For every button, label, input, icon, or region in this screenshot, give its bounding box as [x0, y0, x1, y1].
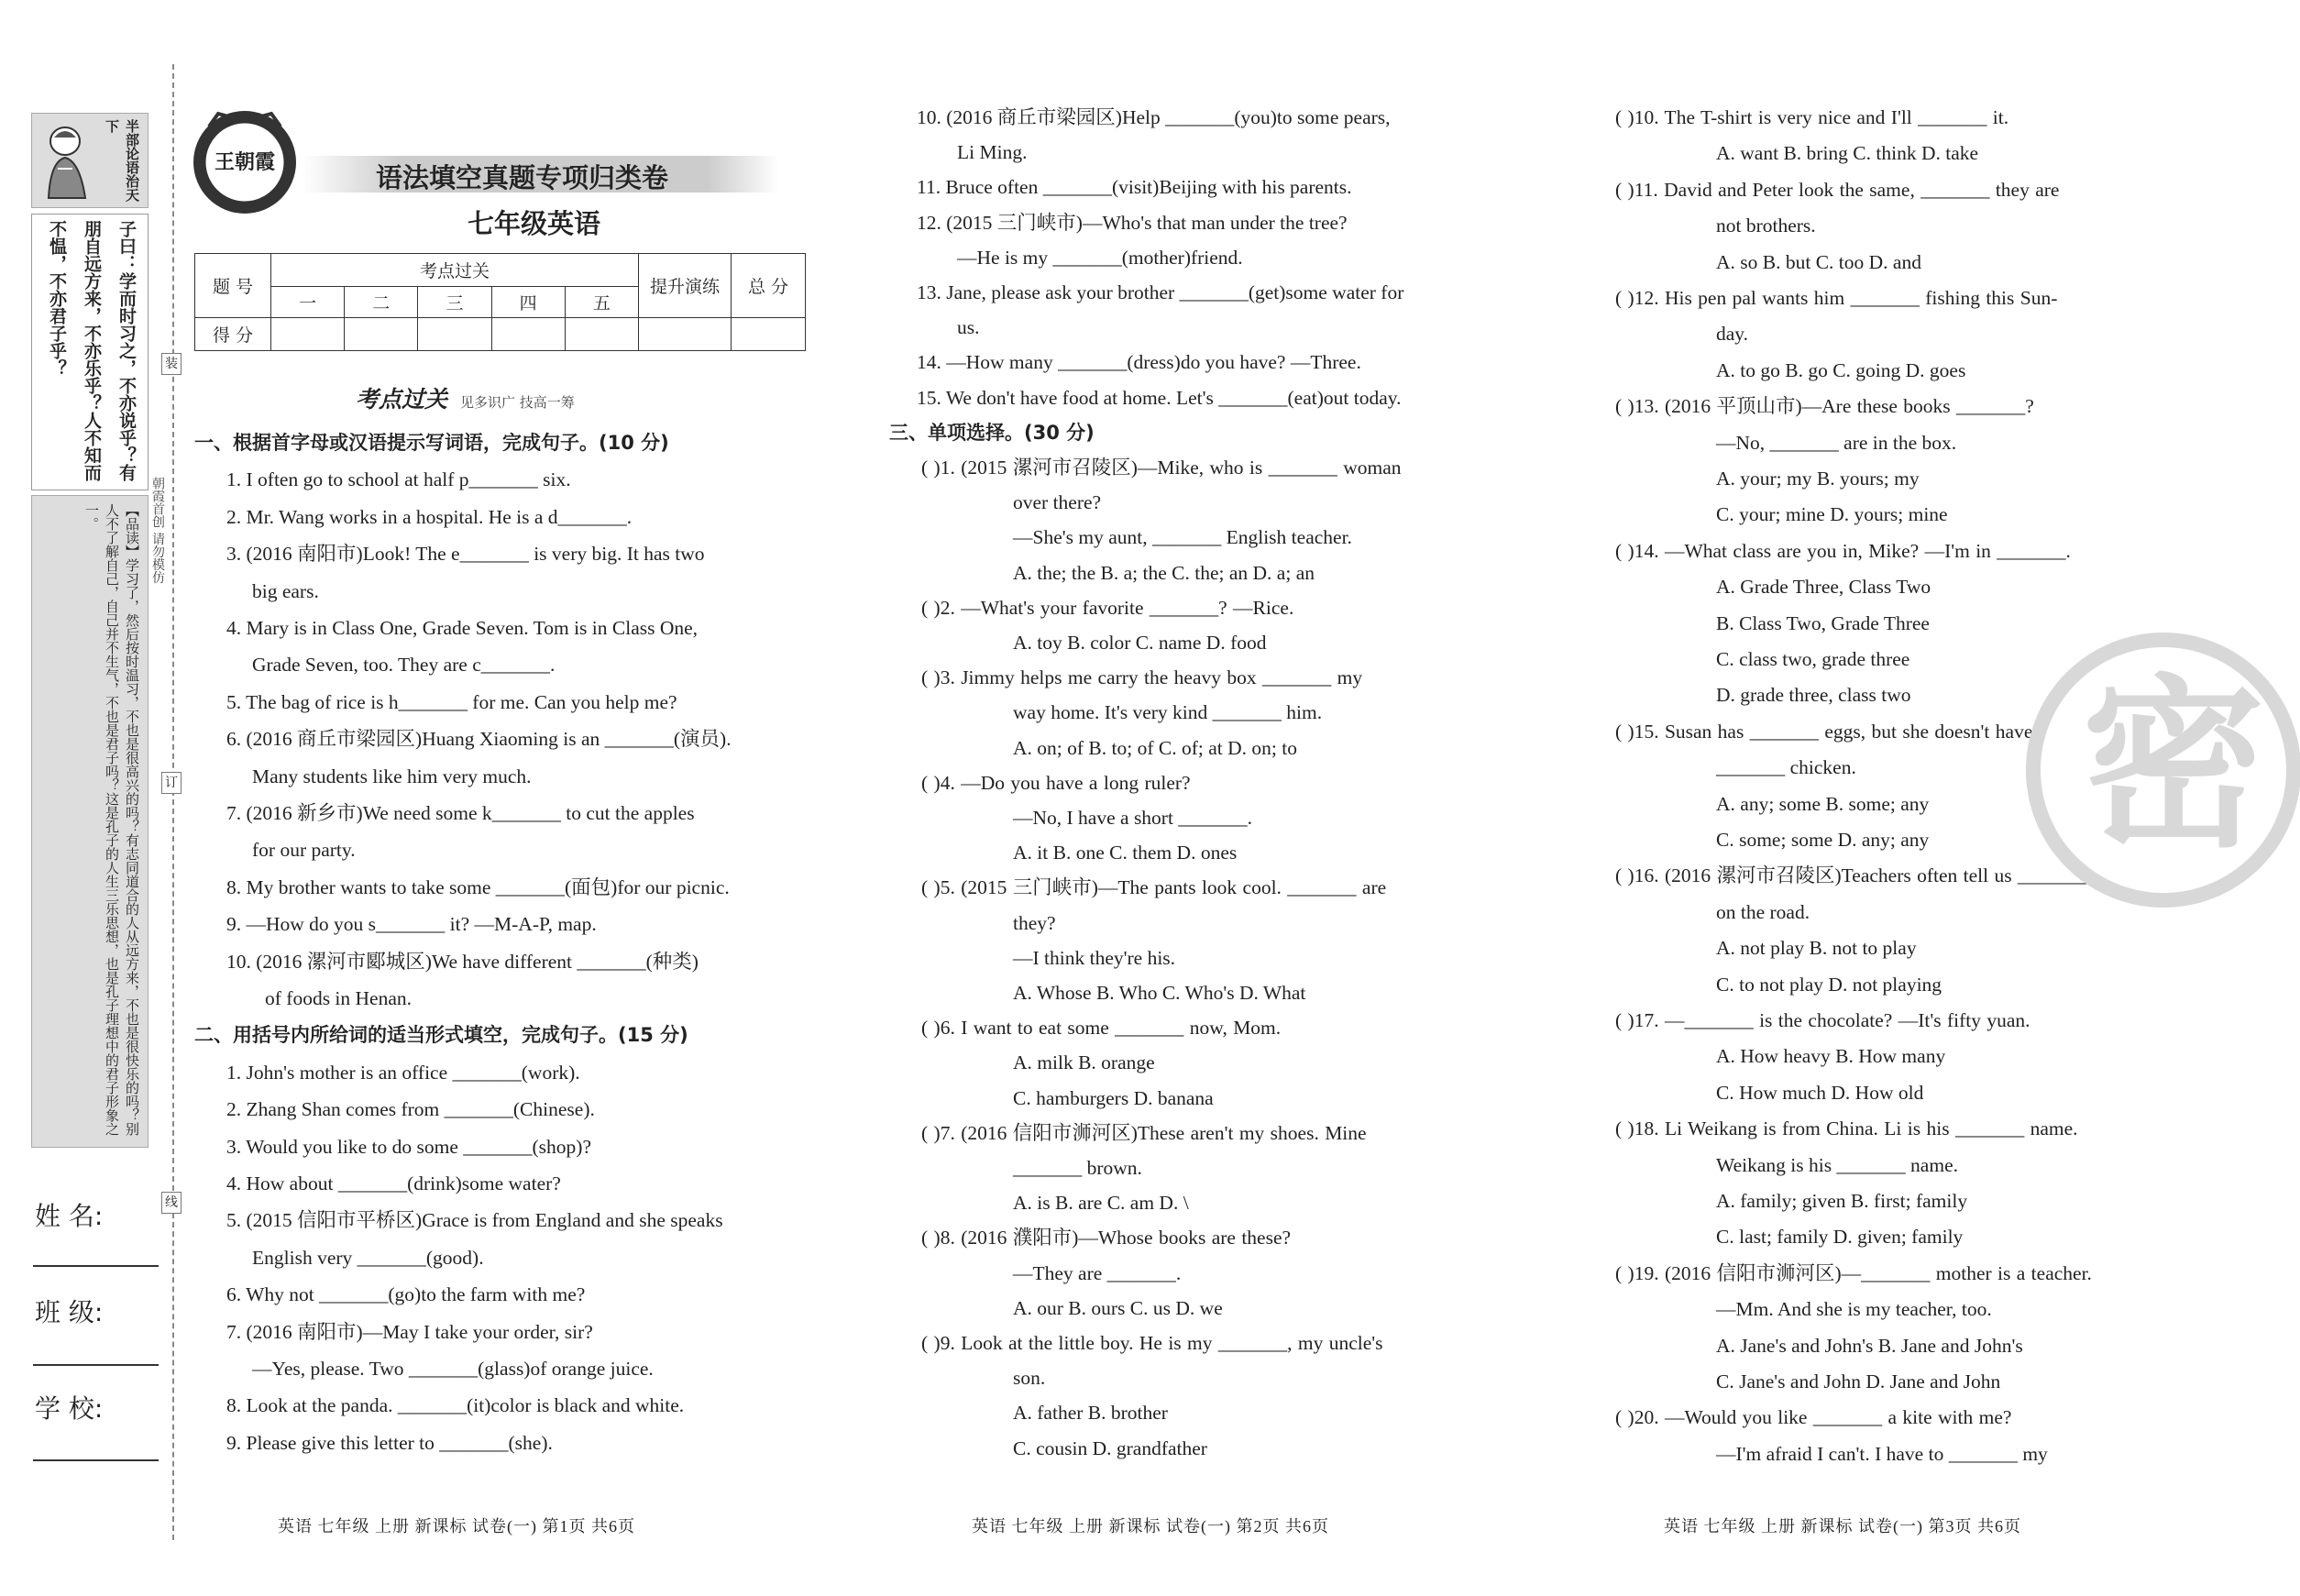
question-line: ( )9. Look at the little boy. He is my _______, my uncle's — [921, 1332, 1383, 1354]
score-sub: 三 — [418, 287, 491, 318]
class-field[interactable] — [33, 1364, 159, 1366]
original-notice: 朝霞首创 请勿模仿 — [150, 477, 165, 584]
question-line: ( )18. Li Weikang is from China. Li is his _______ name. — [1615, 1117, 2078, 1139]
question-text: A. any; some B. some; any — [1716, 793, 1930, 815]
question-text: 7. (2016 南阳市)—May I take your order, sir? — [226, 1321, 593, 1343]
commentary-text: 【品读】学习了，然后按时温习，不也是很高兴的吗？有志同道合的人从远方来，不也是很快乐的吗？别人不了解自己，自己并不生气，不也是君子吗？这是孔子的人生三乐思想，也是孔子理想中的君子形象之一。 — [83, 503, 140, 1136]
question-text: of foods in Henan. — [265, 987, 413, 1009]
question-text: A. father B. brother — [1013, 1402, 1168, 1424]
question-text: 7. (2016 新乡市)We need some k_______ to cut the apples — [226, 802, 695, 824]
quote-box — [31, 214, 149, 490]
fold-mark: 线 — [161, 1192, 182, 1214]
question-text: 6. (2016 商丘市梁园区)Huang Xiaoming is an _______(演员). — [226, 728, 732, 750]
question-text: A. family; given B. first; family — [1716, 1190, 1968, 1212]
question-text: Grade Seven, too. They are c_______. — [252, 654, 556, 676]
section-banner — [356, 381, 667, 418]
score-header-number: 题 号 — [195, 254, 271, 318]
question-text: us. — [957, 316, 980, 338]
question-text: C. How much D. How old — [1716, 1082, 1924, 1104]
footer-page-2: 英语 七年级 上册 新课标 试卷(一) 第2页 共6页 — [972, 1517, 1329, 1535]
fold-line — [172, 64, 174, 1540]
question-text: Many students like him very much. — [252, 765, 532, 787]
question-line: ( )3. Jimmy helps me carry the heavy box _______ my — [921, 666, 1363, 688]
score-cell[interactable] — [491, 318, 565, 351]
question-text: —They are _______. — [1013, 1262, 1182, 1284]
question-text: A. Grade Three, Class Two — [1716, 576, 1931, 598]
question-text: —Mm. And she is my teacher, too. — [1716, 1298, 1992, 1320]
question-line: ( )19. (2016 信阳市浉河区)—_______ mother is a teacher. — [1615, 1262, 2092, 1284]
question-line: ( )1. (2015 漯河市召陵区)—Mike, who is _______ woman — [921, 457, 1402, 479]
question-text: A. the; the B. a; the C. the; an D. a; an — [1013, 562, 1315, 584]
question-line: ( )7. (2016 信阳市浉河区)These aren't my shoes. Mine — [921, 1122, 1367, 1144]
question-text: 9. —How do you s_______ it? —M-A-P, map. — [226, 913, 597, 935]
name-label: 姓 名: — [35, 1201, 104, 1231]
question-text: A. milk B. orange — [1013, 1051, 1155, 1073]
question-text: —No, I have a short _______. — [1013, 807, 1252, 829]
question-line: ( )12. His pen pal wants him _______ fishing this Sun- — [1615, 287, 2058, 309]
question-text: A. it B. one C. them D. ones — [1013, 842, 1238, 864]
question-text: A. to go B. go C. going D. goes — [1716, 359, 1966, 381]
score-header-total: 总 分 — [732, 254, 806, 318]
question-text: 4. Mary is in Class One, Grade Seven. Tom is in Class One, — [226, 617, 699, 639]
question-line: ( )20. —Would you like _______ a kite with me? — [1615, 1406, 2012, 1428]
question-text: —I'm afraid I can't. I have to _______ my — [1716, 1443, 2048, 1465]
question-text: A. Whose B. Who C. Who's D. What — [1013, 982, 1306, 1004]
score-cell[interactable] — [639, 318, 732, 351]
question-text: —He is my _______(mother)friend. — [957, 247, 1243, 269]
question-line: ( )13. (2016 平顶山市)—Are these books _______? — [1615, 395, 2034, 417]
score-cell[interactable] — [345, 318, 418, 351]
question-text: day. — [1716, 323, 1749, 345]
question-line: ( )2. —What's your favorite _______? —Rice. — [921, 597, 1294, 619]
question-text: 1. John's mother is an office _______(work). — [226, 1062, 580, 1084]
question-text: 6. Why not _______(go)to the farm with me? — [226, 1283, 586, 1305]
question-text: B. Class Two, Grade Three — [1716, 612, 1930, 634]
question-line: ( )4. —Do you have a long ruler? — [921, 772, 1191, 794]
question-text: C. your; mine D. yours; mine — [1716, 503, 1948, 525]
question-text: way home. It's very kind _______ him. — [1013, 701, 1323, 723]
page-title: 语法填空真题专项归类卷 — [376, 162, 669, 193]
name-field[interactable] — [33, 1265, 159, 1267]
question-text: over there? — [1013, 491, 1102, 513]
question-text: 5. The bag of rice is h_______ for me. Can you help me? — [226, 691, 677, 713]
question-text: C. cousin D. grandfather — [1013, 1437, 1207, 1459]
question-text: 1. I often go to school at half p_______ six. — [226, 468, 571, 490]
section-heading: 三、单项选择。(30 分) — [889, 422, 1095, 444]
score-header-improve: 提升演练 — [639, 254, 732, 318]
score-cell[interactable] — [418, 318, 491, 351]
question-text: for our party. — [252, 839, 356, 861]
question-text: —I think they're his. — [1013, 947, 1176, 969]
question-text: _______ brown. — [1013, 1157, 1142, 1179]
score-sub: 一 — [271, 287, 345, 318]
question-text: 3. Would you like to do some _______(shop)? — [226, 1136, 591, 1158]
question-line: ( )14. —What class are you in, Mike? —I'm in _______. — [1615, 540, 2071, 562]
question-text: 8. Look at the panda. _______(it)color is black and white. — [226, 1394, 685, 1416]
question-text: 10. (2016 商丘市梁园区)Help _______(you)to some pears, — [917, 106, 1391, 128]
question-text: 15. We don't have food at home. Let's _______(eat)out today. — [917, 387, 1402, 409]
class-label: 班 级: — [35, 1297, 104, 1327]
footer-page-1: 英语 七年级 上册 新课标 试卷(一) 第1页 共6页 — [278, 1517, 635, 1535]
fold-mark: 装 — [161, 353, 182, 375]
school-label: 学 校: — [35, 1393, 104, 1424]
question-text: not brothers. — [1716, 215, 1816, 237]
question-text: 13. Jane, please ask your brother _______(get)some water for — [917, 281, 1404, 303]
question-text: C. some; some D. any; any — [1716, 829, 1930, 851]
score-cell[interactable] — [271, 318, 345, 351]
section-heading: 二、用括号内所给词的适当形式填空，完成句子。(15 分) — [194, 1024, 688, 1046]
quote-text: 子曰：学而时习之，不亦说乎？有朋自远方来，不亦乐乎？人不知而不愠，不亦君子乎？ — [47, 220, 137, 481]
question-line: ( )17. —_______ is the chocolate? —It's fifty yuan. — [1615, 1009, 2030, 1031]
question-line: ( )10. The T-shirt is very nice and I'll _______ it. — [1615, 106, 2009, 128]
logo-text: 王朝霞 — [214, 150, 275, 174]
question-text: A. want B. bring C. think D. take — [1716, 142, 1979, 164]
question-text: big ears. — [252, 580, 319, 602]
logo — [191, 108, 299, 216]
score-cell[interactable] — [565, 318, 638, 351]
score-header-checkpoint: 考点过关 — [271, 254, 639, 287]
question-text: C. to not play D. not playing — [1716, 974, 1942, 996]
question-text: Weikang is his _______ name. — [1716, 1154, 1958, 1176]
question-text: they? — [1013, 912, 1056, 934]
question-text: C. last; family D. given; family — [1716, 1226, 1964, 1248]
score-row-label: 得 分 — [195, 318, 271, 351]
question-text: 2. Mr. Wang works in a hospital. He is a d_______. — [226, 506, 633, 528]
question-line: ( )8. (2016 濮阳市)—Whose books are these? — [921, 1227, 1292, 1249]
confucius-portrait-icon — [38, 121, 96, 200]
question-text: A. not play B. not to play — [1716, 937, 1917, 959]
question-text: A. Jane's and John's B. Jane and John's — [1716, 1335, 2023, 1357]
question-line: ( )15. Susan has _______ eggs, but she doesn't have — [1615, 721, 2033, 743]
confucius-badge — [31, 113, 149, 208]
question-text: 8. My brother wants to take some _______(面包)for our picnic. — [226, 876, 730, 898]
question-text: C. Jane's and John D. Jane and John — [1716, 1370, 2001, 1392]
score-table — [194, 253, 806, 351]
score-sub: 四 — [491, 287, 565, 318]
commentary-box — [31, 495, 149, 1148]
section-heading: 一、根据首字母或汉语提示写词语，完成句子。(10 分) — [194, 432, 669, 454]
question-line: ( )5. (2015 三门峡市)—The pants look cool. _______ are — [921, 876, 1387, 898]
question-text: D. grade three, class two — [1716, 684, 1911, 706]
question-text: English very _______(good). — [252, 1247, 484, 1269]
school-field[interactable] — [33, 1459, 159, 1461]
question-text: 3. (2016 南阳市)Look! The e_______ is very big. It has two — [226, 543, 705, 565]
question-text: —She's my aunt, _______ English teacher. — [1013, 526, 1352, 548]
question-text: on the road. — [1716, 901, 1810, 923]
question-text: 2. Zhang Shan comes from _______(Chinese). — [226, 1098, 595, 1120]
banner-main: 考点过关 — [356, 386, 448, 413]
question-text: Li Ming. — [957, 141, 1028, 163]
question-text: C. class two, grade three — [1716, 648, 1910, 670]
question-text: son. — [1013, 1367, 1046, 1389]
footer-page-3: 英语 七年级 上册 新课标 试卷(一) 第3页 共6页 — [1664, 1517, 2021, 1535]
sidebar — [28, 105, 151, 1160]
watermark-seal — [2026, 633, 2300, 908]
question-text: A. our B. ours C. us D. we — [1013, 1297, 1223, 1319]
question-text: —No, _______ are in the box. — [1716, 432, 1957, 454]
question-text: A. toy B. color C. name D. food — [1013, 632, 1267, 654]
question-text: —Yes, please. Two _______(glass)of orange juice. — [252, 1358, 654, 1380]
question-text: 4. How about _______(drink)some water? — [226, 1172, 561, 1194]
question-text: A. so B. but C. too D. and — [1716, 251, 1921, 273]
watermark-text: 密 — [2081, 659, 2265, 873]
question-text: 12. (2015 三门峡市)—Who's that man under the tree? — [917, 212, 1348, 234]
question-text: A. is B. are C. am D. \ — [1013, 1192, 1189, 1214]
score-sub: 二 — [345, 287, 418, 318]
question-line: ( )6. I want to eat some _______ now, Mom. — [921, 1017, 1282, 1039]
question-text: 10. (2016 漯河市郾城区)We have different _______(种类) — [226, 951, 699, 973]
question-text: C. hamburgers D. banana — [1013, 1087, 1214, 1109]
score-cell[interactable] — [732, 318, 806, 351]
fold-mark: 订 — [161, 772, 182, 794]
score-sub: 五 — [565, 287, 638, 318]
question-line: ( )11. David and Peter look the same, _______ they are — [1615, 179, 2060, 201]
question-text: _______ chicken. — [1716, 756, 1856, 778]
badge-text: 半部论语治天下 — [104, 119, 140, 202]
question-line: ( )16. (2016 漯河市召陵区)Teachers often tell us _______ — [1615, 864, 2087, 886]
question-text: A. How heavy B. How many — [1716, 1045, 1946, 1067]
question-text: 9. Please give this letter to _______(she). — [226, 1432, 553, 1454]
question-text: A. your; my B. yours; my — [1716, 468, 1920, 490]
question-text: 5. (2015 信阳市平桥区)Grace is from England and she speaks — [226, 1209, 723, 1231]
question-text: 11. Bruce often _______(visit)Beijing with his parents. — [917, 176, 1352, 198]
question-text: A. on; of B. to; of C. of; at D. on; to — [1013, 737, 1297, 759]
question-text: 14. —How many _______(dress)do you have? —Three. — [917, 351, 1361, 373]
banner-tagline: 见多识广 技高一筹 — [460, 394, 575, 411]
page-subtitle: 七年级英语 — [468, 208, 601, 239]
